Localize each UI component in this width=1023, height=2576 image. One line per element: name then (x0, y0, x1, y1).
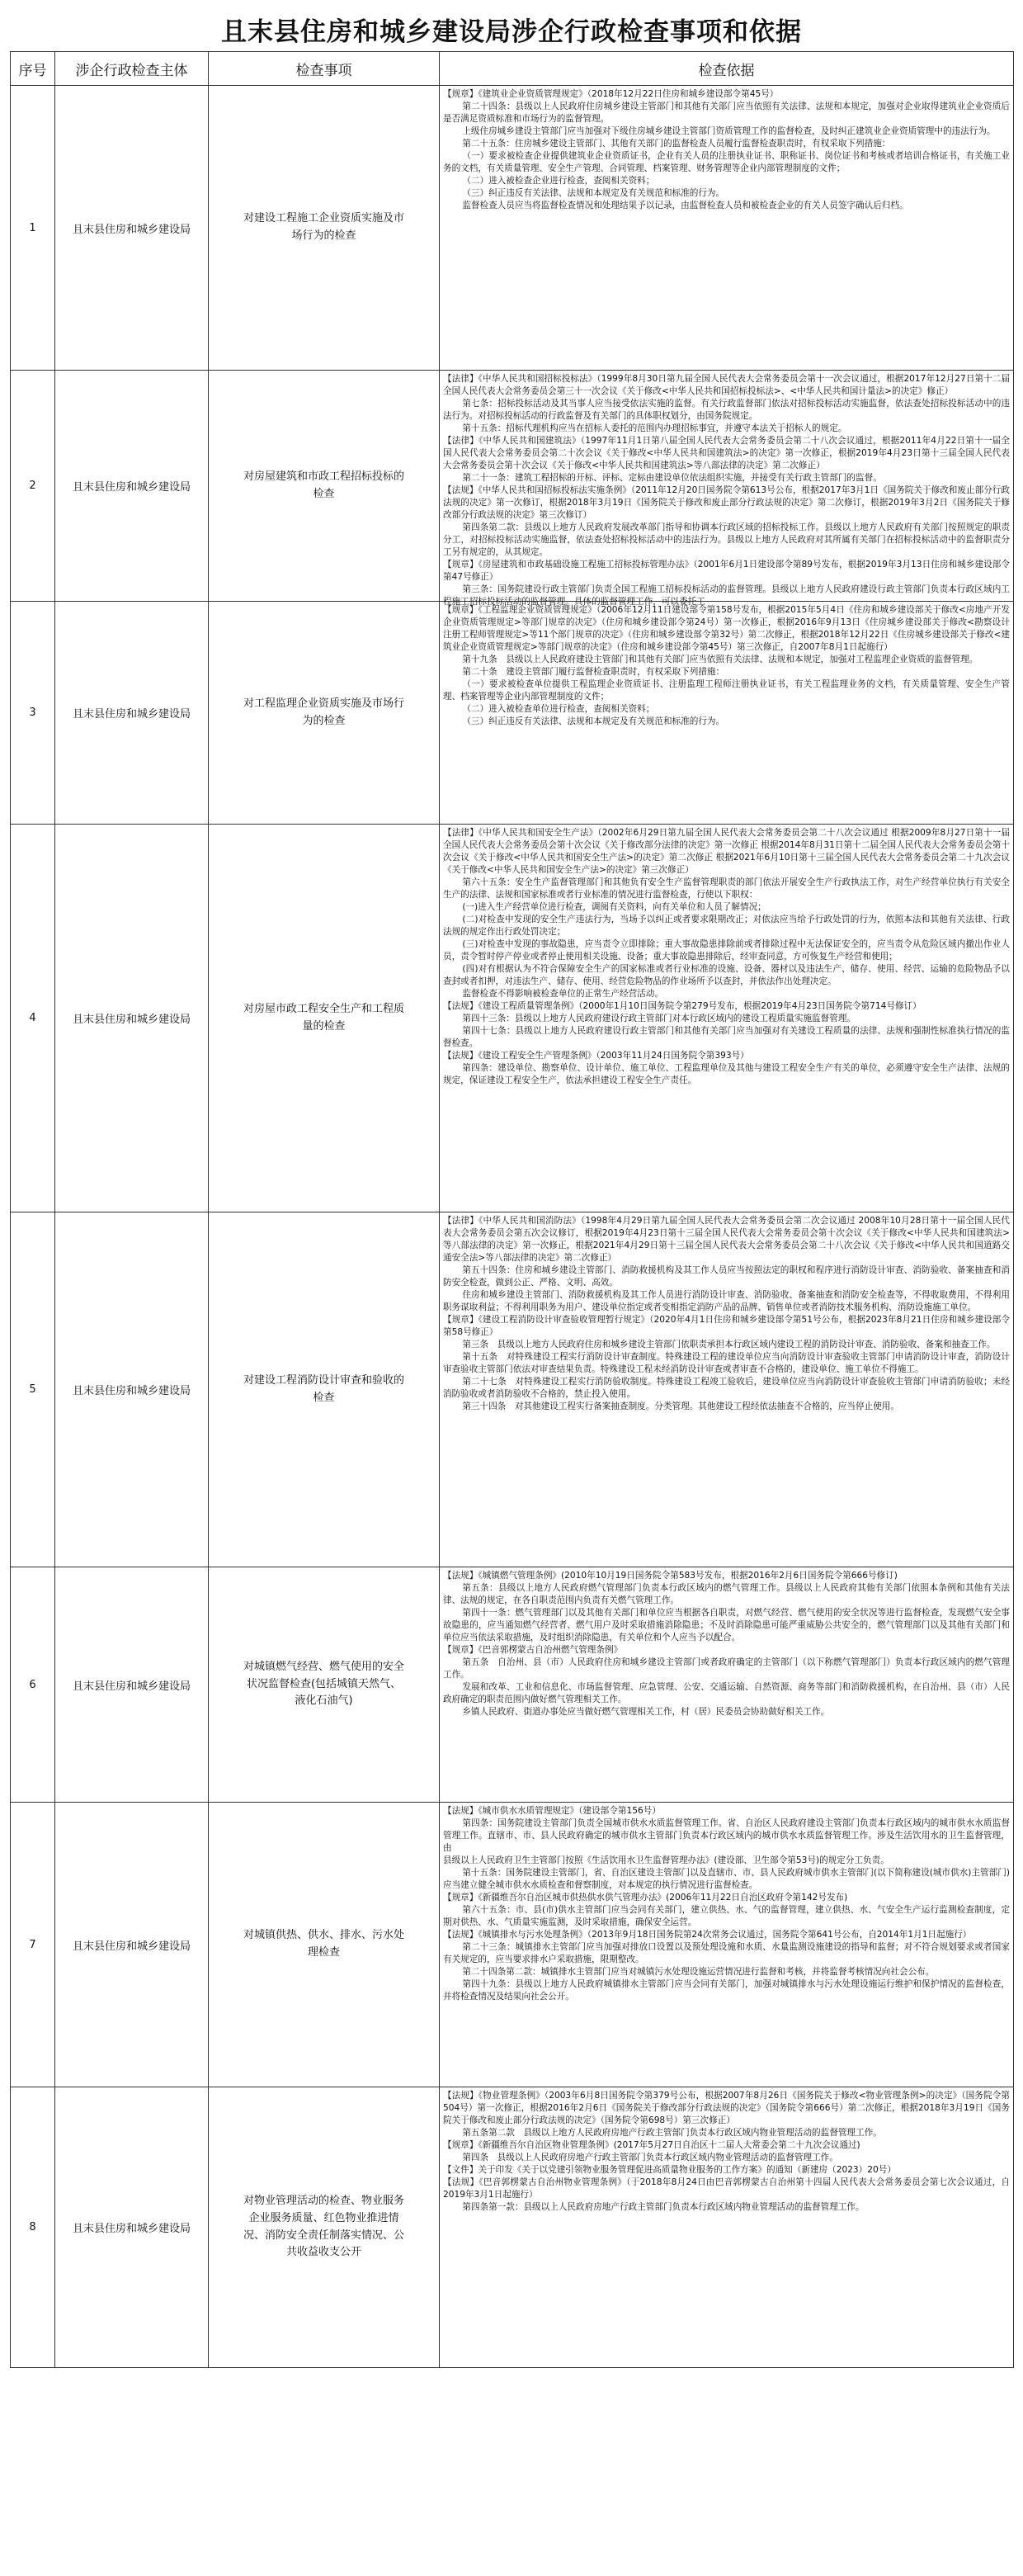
row-inspection-item: 对工程监理企业资质实施及市场行为的检查 (209, 602, 440, 825)
basis-paragraph: 第七条：招标投标活动及其当事人应当接受依法实施的监督。有关行政监督部门依法对招标投标活动实施监督，依法查处招标投标活动中的违法行为。对招标投标活动的行政监督及有关部门的具体职权划分，由国务院规定。 (443, 399, 1010, 421)
row-inspection-subject: 且末县住房和城乡建设局 (55, 825, 209, 1212)
basis-paragraph: 第四十一条：燃气管理部门以及其他有关部门和单位应当根据各自职责，对燃气经营、燃气使用的安全状况等进行监督检查，发现燃气安全事故隐患的，应当通知燃气经营者、燃气用户及时采取措施消除隐患；不及时消除隐患可能严重威胁公共安全的，燃气管理部门以及其他有关部门和单位应当依法采取措施，及时组织消除隐患，有关单位和个人应当予以配合。 (443, 1608, 1010, 1642)
table-row (11, 825, 1014, 1212)
row-inspection-basis (440, 1567, 1014, 1803)
table-row (11, 86, 1014, 371)
row-inspection-subject: 且末县住房和城乡建设局 (55, 86, 209, 371)
basis-paragraph: 监督检查人员应当将监督检查情况和处理结果予以记录，由监督检查人员和被检查企业的有关人员签字确认后归档。 (462, 201, 908, 210)
basis-paragraph: 第五十四条：住房和城乡建设主管部门、消防救援机构及其工作人员应当按照法定的职权和程序进行消防设计审查、消防验收、备案抽查和消防安全检查，做到公正、严格、文明、高效。 (443, 1265, 1010, 1288)
row-serial-number: 4 (11, 825, 55, 1212)
basis-paragraph: 【法律】《中华人民共和国消防法》（1998年4月29日第九届全国人民代表大会常务委员会第二次会议通过 2008年10月28日第十一届全国人民代表大会常务委员会第五次会议修订，根据2019年4月23日第十三届全国人民代表大会常务委员会第十次会议《关于修改<中华人民共和国建筑法>等八部法律的决定》第一次修正，根据2021年4月29日第十三届全国人民代表大会常务委员会第二十八次会议《关于修改<中华人民共和国道路交通安全法>等八部法律的决定》第二次修正） (443, 1216, 1010, 1263)
basis-paragraph: 第三条：国务院建设行政主管部门负责全国工程施工招标投标活动的监督管理。县级以上地方人民政府建设行政主管部门负责本行政区域内工程施工招标投标活动的监督管理。具体的监督管理工作，可以委托工 (443, 584, 1010, 607)
page-title: 且末县住房和城乡建设局涉企行政检查事项和依据 (221, 17, 802, 47)
basis-paragraph: 第四条第二款：县级以上地方人民政府发展改革部门指导和协调本行政区域的招标投标工作。县级以上地方人民政府有关部门按照规定的职责分工，对招标投标活动实施监督，依法查处招标投标活动中的违法行为。县级以上地方人民政府对其所属有关部门在招标投标活动中的监督职责分工另有规定的，从其规定。 (443, 522, 1010, 557)
basis-paragraph: 第二十一条：建筑工程招标的开标、评标、定标由建设单位依法组织实施，并接受有关行政主管部门的监督。 (462, 473, 882, 483)
row-serial-number: 7 (11, 1803, 55, 2087)
basis-paragraph: （一）要求被检查企业提供建筑业企业资质证书，企业有关人员的注册执业证书、职称证书、岗位证书和考核或者培训合格证书，有关施工业务的文档，有关质量管理、安全生产管理、合同管理、档案管理、财务管理等企业内部管理制度的文件； (443, 151, 1010, 173)
basis-paragraph: 【法规】《城镇排水与污水处理条例》（2013年9月18日国务院第24次常务会议通过，国务院令第641号公布，自2014年1月1日起施行） (443, 1930, 972, 1940)
basis-paragraph: 第二十四条：县级以上人民政府住房城乡建设主管部门和其他有关部门应当依照有关法律、法规和本规定，加强对企业取得建筑业企业资质后是否满足资质标准和市场行为的监督管理。 (443, 102, 1010, 124)
basis-paragraph: 乡镇人民政府、街道办事处应当做好燃气管理相关工作，村（居）民委员会协助做好相关工作。 (462, 1707, 830, 1717)
table-row (11, 1803, 1014, 2087)
basis-paragraph: 【法规】《巴音郭楞蒙古自治州物业管理条例》（于2018年8月24日由巴音郭楞蒙古自治州第十四届人民代表大会常务委员会第七次会议通过，自2019年3月1日起施行） (443, 2177, 1010, 2200)
basis-paragraph: 【法规】《建设工程质量管理条例》（2000年1月10日国务院令第279号发布，根据2019年4月23日国务院令第714号修订） (443, 1001, 922, 1011)
basis-paragraph: (一)进入生产经营单位进行检查，调阅有关资料，向有关单位和人员了解情况； (462, 902, 766, 912)
row-serial-number: 6 (11, 1567, 55, 1803)
basis-paragraph: 第十五条 对特殊建设工程实行消防设计审查制度。特殊建设工程的建设单位应当向消防设计审查验收主管部门申请消防设计审查，消防设计审查验收主管部门依法对审查结果负责。特殊建设工程未经消防设计审查或者审查不合格的，建设单位、施工单位不得施工。 (443, 1352, 1010, 1374)
basis-paragraph: 第二十三条：城镇排水主管部门应当加强对排放口设置以及预处理设施和水质、水量监测设施建设的指导和监督；对不符合规划要求或者国家有关规定的，应当要求排水户采取措施，限期整改。 (443, 1942, 1010, 1964)
basis-paragraph: (二)对检查中发现的安全生产违法行为，当场予以纠正或者要求限期改正；对依法应当给予行政处罚的行为，依照本法和其他有关法律、行政法规的规定作出行政处罚决定； (443, 915, 1010, 937)
basis-paragraph: （二）进入被检查单位进行检查，查阅相关资料； (462, 704, 655, 714)
row-inspection-subject: 且末县住房和城乡建设局 (55, 1803, 209, 2087)
row-inspection-basis (440, 602, 1014, 825)
basis-paragraph: 第六十五条：市、县(市)供水主管部门应当会同有关部门，建立供热、水、气的监督管理，建立供热、水、气安全生产运行监测检查制度，定期对供热、水、气质量实施监测，及时采取措施，确保安全运营。 (443, 1905, 1010, 1927)
basis-paragraph: 【法规】《城市供水水质管理规定》（建设部令第156号） (443, 1806, 661, 1816)
basis-paragraph: 发展和改革、工业和信息化、市场监督管理、应急管理、公安、交通运输、自然资源、商务等部门和消防救援机构，在自治州、县（市）人民政府确定的职责范围内做好燃气管理相关工作。 (443, 1682, 1010, 1704)
table-header-row (11, 52, 1014, 86)
row-inspection-item: 对物业管理活动的检查、物业服务企业服务质量、红色物业推进情况、消防安全责任制落实情况、公共收益收支公开 (209, 2087, 440, 2368)
basis-paragraph: 第四条：国务院建设主管部门负责全国城市供水水质监督管理工作。省、自治区人民政府建设主管部门负责本行政区域内的城市供水水质监督管理工作。直辖市、市、县人民政府确定的城市供水主管部门负责本行政区域内的城市供水水质监督管理工作。涉及生活饮用水的卫生监督管理，由 (443, 1818, 1010, 1853)
basis-paragraph: 【法规】《城镇燃气管理条例》(2010年10月19日国务院令第583号发布，根据2016年2月6日国务院令第666号修订) (443, 1571, 898, 1581)
row-inspection-item: 对建设工程施工企业资质实施及市场行为的检查 (209, 86, 440, 371)
basis-paragraph: 【法律】《中华人民共和国招标投标法》（1999年8月30日第九届全国人民代表大会常务委员会第十一次会议通过，根据2017年12月27日第十二届全国人民代表大会常务委员会第三十一次会议《关于修改<中华人民共和国招标投标法>、<中华人民共和国计量法>的决定》修正） (443, 374, 1010, 396)
basis-paragraph: 第四十七条：县级以上地方人民政府建设行政主管部门和其他有关部门应当加强对有关建设工程质量的法律、法规和强制性标准执行情况的监督检查。 (443, 1026, 1010, 1048)
basis-paragraph: 第四条 县级以上人民政府房地产行政主管部门负责本行政区域内物业管理活动的监督管理工作。 (462, 2153, 838, 2162)
row-inspection-item: 对建设工程消防设计审查和验收的检查 (209, 1212, 440, 1567)
header-serial: 序号 (11, 52, 55, 86)
row-inspection-subject: 且末县住房和城乡建设局 (55, 1567, 209, 1803)
table-row (11, 371, 1014, 602)
row-serial-number: 3 (11, 602, 55, 825)
basis-paragraph: 第五条 自治州、县（市）人民政府住房和城乡建设主管部门或者政府确定的主管部门（以下称燃气管理部门）负责本行政区域内的燃气管理工作。 (443, 1657, 1010, 1680)
basis-paragraph: 【规章】《新疆维吾尔自治区物业管理条例》(2017年5月27日自治区十二届人大常委会第二十九次会议通过) (443, 2140, 860, 2150)
header-basis: 检查依据 (440, 52, 1014, 86)
basis-paragraph: 【规章】《建筑业企业资质管理规定》（2018年12月22日住房和城乡建设部令第45号） (443, 89, 779, 99)
basis-paragraph: 【法律】《中华人民共和国建筑法》（1997年11月1日第八届全国人民代表大会常务委员会第二十八次会议通过，根据2011年4月22日第十一届全国人民代表大会常务委员会第二十次会议《关于修改<中华人民共和国建筑法>的决定》第一次修正，根据2019年4月23日第十三届全国人民代表大会常务委员会第十次会议《关于修改<中华人民共和国建筑法>等八部法律的决定》第二次修正） (443, 436, 1010, 470)
row-inspection-subject: 且末县住房和城乡建设局 (55, 602, 209, 825)
row-inspection-subject: 且末县住房和城乡建设局 (55, 1212, 209, 1567)
row-inspection-basis (440, 2087, 1014, 2368)
basis-paragraph: 【规章】《建设工程消防设计审查验收管理暂行规定》（2020年4月1日住房和城乡建设部令第51号公布，根据2023年8月21日住房和城乡建设部令第58号修正） (443, 1315, 1010, 1337)
row-inspection-item: 对房屋建筑和市政工程招标投标的检查 (209, 371, 440, 602)
basis-paragraph: 监督检查不得影响被检查单位的正常生产经营活动。 (462, 989, 663, 999)
basis-paragraph: 县级以上人民政府卫生主管部门按照《生活饮用水卫生监督管理办法》(建设部、卫生部令第53号)的规定分工负责。 (443, 1855, 889, 1865)
table-row (11, 1567, 1014, 1803)
row-inspection-item: 对城镇燃气经营、燃气使用的安全状况监督检查(包括城镇天然气、液化石油气) (209, 1567, 440, 1803)
row-serial-number: 5 (11, 1212, 55, 1567)
basis-paragraph: 上级住房城乡建设主管部门应当加强对下级住房城乡建设主管部门资质管理工作的监督检查，及时纠正建筑业企业资质管理中的违法行为。 (462, 126, 996, 136)
basis-paragraph: 【法规】《物业管理条例》（2003年6月8日国务院令第379号公布，根据2007年8月26日《国务院关于修改<物业管理条例>的决定》（国务院令第504号）第一次修正，根据2016年2月6日《国务院关于修改部分行政法规的决定》（国务院令第666号）第二次修正，根据2018年3月19日《国务院关于修改和废止部分行政法规的决定》（国务院令第698号）第三次修正） (443, 2091, 1010, 2125)
row-serial-number: 8 (11, 2087, 55, 2368)
row-inspection-item: 对城镇供热、供水、排水、污水处理检查 (209, 1803, 440, 2087)
basis-paragraph: 【法规】《中华人民共和国招标投标法实施条例》（2011年12月20日国务院令第613号公布，根据2017年3月1日《国务院关于修改和废止部分行政法规的决定》第一次修订，根据2018年3月19日《国务院关于修改和废止部分行政法规的决定》第二次修订，根据2019年3月2日《国务院关于修改部分行政法规的决定》第三次修订） (443, 485, 1010, 520)
basis-paragraph: 【规章】《工程监理企业资质管理规定》（2006年12月11日建设部令第158号发布，根据2015年5月4日《住房和城乡建设部关于修改<房地产开发企业资质管理规定>等部门规章的决定》（住房和城乡建设部令第24号）第一次修正，根据2016年9月13日《住房城乡建设部关于修改<勘察设计注册工程师管理规定>等11个部门规章的决定》（住房和城乡建设部令第32号）第二次修正，根据2018年12月22日《住房城乡建设部关于修改<建筑业企业资质管理规定>等部门规章的决定》（住房和城乡建设部令第45号）第三次修正，自2007年8月1日起施行） (443, 605, 1010, 652)
row-inspection-basis (440, 371, 1014, 607)
table-row (11, 602, 1014, 825)
header-subject: 涉企行政检查主体 (55, 52, 209, 86)
header-item: 检查事项 (209, 52, 440, 86)
basis-paragraph: （三）纠正违反有关法律、法规和本规定及有关规范和标准的行为。 (462, 188, 725, 198)
basis-paragraph: 第二十四条第二款：城镇排水主管部门应当对城镇污水处理设施运营情况进行监督和考核，并将监督考核情况向社会公布。 (462, 1967, 935, 1977)
row-inspection-basis (440, 825, 1014, 1212)
basis-paragraph: 第十五条：国务院建设主管部门，省、自治区建设主管部门以及直辖市、市、县人民政府城市供水主管部门(以下简称建设(城市供水)主管部门)应当建立健全城市供水水质检查和督察制度，对本规定的执行情况进行监督检查。 (443, 1868, 1010, 1890)
basis-paragraph: 【规章】《房屋建筑和市政基础设施工程施工招标投标管理办法》（2001年6月1日建设部令第89号发布，根据2019年3月13日住房和城乡建设部令第47号修正） (443, 560, 1010, 582)
table-row (11, 1212, 1014, 1567)
basis-paragraph: 第十五条：招标代理机构应当在招标人委托的范围内办理招标事宜，并遵守本法关于招标人的规定。 (462, 423, 847, 433)
row-inspection-subject: 且末县住房和城乡建设局 (55, 2087, 209, 2368)
basis-paragraph: 第十九条 县级以上人民政府建设主管部门和其他有关部门应当依照有关法律、法规和本规定，加强对工程监理企业资质的监督管理。 (462, 655, 978, 664)
basis-paragraph: 【法律】《中华人民共和国安全生产法》（2002年6月29日第九届全国人民代表大会常务委员会第二十八次会议通过 根据2009年8月27日第十一届全国人民代表大会常务委员会第十次会议《关于修改部分法律的决定》第一次修正 根据2014年8月31日第十二届全国人民代表大会常务委员会第十次会议《关于修改<中华人民共和国安全生产法>的决定》第二次修正 根据2021年6月10日第十三届全国人民代表大会常务委员会第二十九次会议《关于修改<中华人民共和国安全生产法>的决定》第三次修正） (443, 828, 1010, 875)
basis-paragraph: 第二十条 建设主管部门履行监督检查职责时，有权采取下列措施： (462, 667, 725, 677)
inspection-table (10, 51, 1014, 2368)
basis-paragraph: 第四十三条：县级以上地方人民政府建设行政主管部门对本行政区域内的建设工程质量实施监督管理。 (462, 1014, 856, 1023)
basis-paragraph: （一）要求被检查单位提供工程监理企业资质证书、注册监理工程师注册执业证书，有关工程监理业务的文档，有关质量管理、安全生产管理、档案管理等企业内部管理制度的文件； (443, 679, 1010, 702)
row-inspection-item: 对房屋市政工程安全生产和工程质量的检查 (209, 825, 440, 1212)
basis-paragraph: (四)对有根据认为不符合保障安全生产的国家标准或者行业标准的设施、设备、器材以及违法生产、储存、使用、经营、运输的危险物品予以查封或者扣押，对违法生产、储存、使用、经营危险物品的作业场所予以查封，并依法作出处理决定。 (443, 964, 1010, 986)
basis-paragraph: 第二十五条：住房城乡建设主管部门、其他有关部门的监督检查人员履行监督检查职责时，有权采取下列措施： (462, 139, 891, 149)
row-serial-number: 2 (11, 371, 55, 602)
basis-paragraph: （二）进入被检查企业进行检查，查阅相关资料； (462, 176, 655, 186)
basis-paragraph: 第六十五条：安全生产监督管理部门和其他负有安全生产监督管理职责的部门依法开展安全生产行政执法工作，对生产经营单位执行有关安全生产的法律、法规和国家标准或者行业标准的情况进行监督检查，行使以下职权： (443, 877, 1010, 900)
basis-paragraph: 第二十七条 对特殊建设工程实行消防验收制度。特殊建设工程竣工验收后，建设单位应当向消防设计审查验收主管部门申请消防验收；未经消防验收或者消防验收不合格的，禁止投入使用。 (443, 1377, 1010, 1399)
table-row (11, 2087, 1014, 2368)
basis-paragraph: 第四十九条：县级以上地方人民政府城镇排水主管部门应当会同有关部门，加强对城镇排水与污水处理设施运行维护和保护情况的监督检查，并将检查情况及结果向社会公开。 (443, 1979, 1010, 2002)
basis-paragraph: 【规章】《巴音郭楞蒙古自治州燃气管理条例》 (443, 1645, 623, 1655)
basis-paragraph: 第三十四条 对其他建设工程实行备案抽查制度。分类管理。其他建设工程经依法抽查不合格的，应当停止使用。 (462, 1401, 899, 1411)
basis-paragraph: 【文件】关于印发《关于以党建引领物业服务管理促进高质量物业服务的工作方案》的通知（新建房（2023）20号） (443, 2165, 896, 2175)
row-serial-number: 1 (11, 86, 55, 371)
row-inspection-subject: 且末县住房和城乡建设局 (55, 371, 209, 602)
basis-paragraph: 住房和城乡建设主管部门、消防救援机构及其工作人员进行消防设计审查、消防验收、备案抽查和消防安全检查等，不得收取费用，不得利用职务谋取利益；不得利用职务为用户、建设单位指定或者变相指定消防产品的品牌、销售单位或者消防技术服务机构、消防设施施工单位。 (443, 1290, 1010, 1312)
row-inspection-basis (440, 86, 1014, 371)
row-inspection-basis (440, 1803, 1014, 2087)
basis-paragraph: 【规章】《新疆维吾尔自治区城市供热供水供气管理办法》(2006年11月22日自治区政府令第142号发布) (443, 1893, 848, 1902)
basis-paragraph: 第四条：建设单位、勘察单位、设计单位、施工单位、工程监理单位及其他与建设工程安全生产有关的单位，必须遵守安全生产法律、法规的规定，保证建设工程安全生产，依法承担建设工程安全生产责任。 (443, 1063, 1010, 1085)
row-inspection-basis (440, 1212, 1014, 1567)
basis-paragraph: (三)对检查中发现的事故隐患，应当责令立即排除；重大事故隐患排除前或者排除过程中无法保证安全的，应当责令从危险区域内撤出作业人员，责令暂时停产停业或者停止使用相关设施、设备；重大事故隐患排除后，经审查同意，方可恢复生产经营和使用； (443, 939, 1010, 962)
basis-paragraph: 第五条第二款 县级以上地方人民政府房地产行政主管部门负责本行政区域内物业管理活动的监督管理工作。 (462, 2128, 882, 2138)
basis-paragraph: 第五条：县级以上地方人民政府燃气管理部门负责本行政区域内的燃气管理工作。县级以上人民政府其他有关部门依照本条例和其他有关法律、法规的规定，在各自职责范围内负责有关燃气管理工作。 (443, 1583, 1010, 1605)
basis-paragraph: （三）纠正违反有关法律、法规和本规定及有关规范和标准的行为。 (462, 716, 725, 726)
basis-paragraph: 【法规】《建设工程安全生产管理条例》（2003年11月24日国务院令第393号） (443, 1051, 749, 1061)
basis-paragraph: 第三条 县级以上地方人民政府住房和城乡建设主管部门依职责承担本行政区域内建设工程的消防设计审查、消防验收、备案和抽查工作。 (462, 1340, 996, 1349)
basis-paragraph: 第四条第一款：县级以上人民政府房地产行政主管部门负责本行政区域内物业管理活动的监督管理工作。 (462, 2202, 865, 2212)
